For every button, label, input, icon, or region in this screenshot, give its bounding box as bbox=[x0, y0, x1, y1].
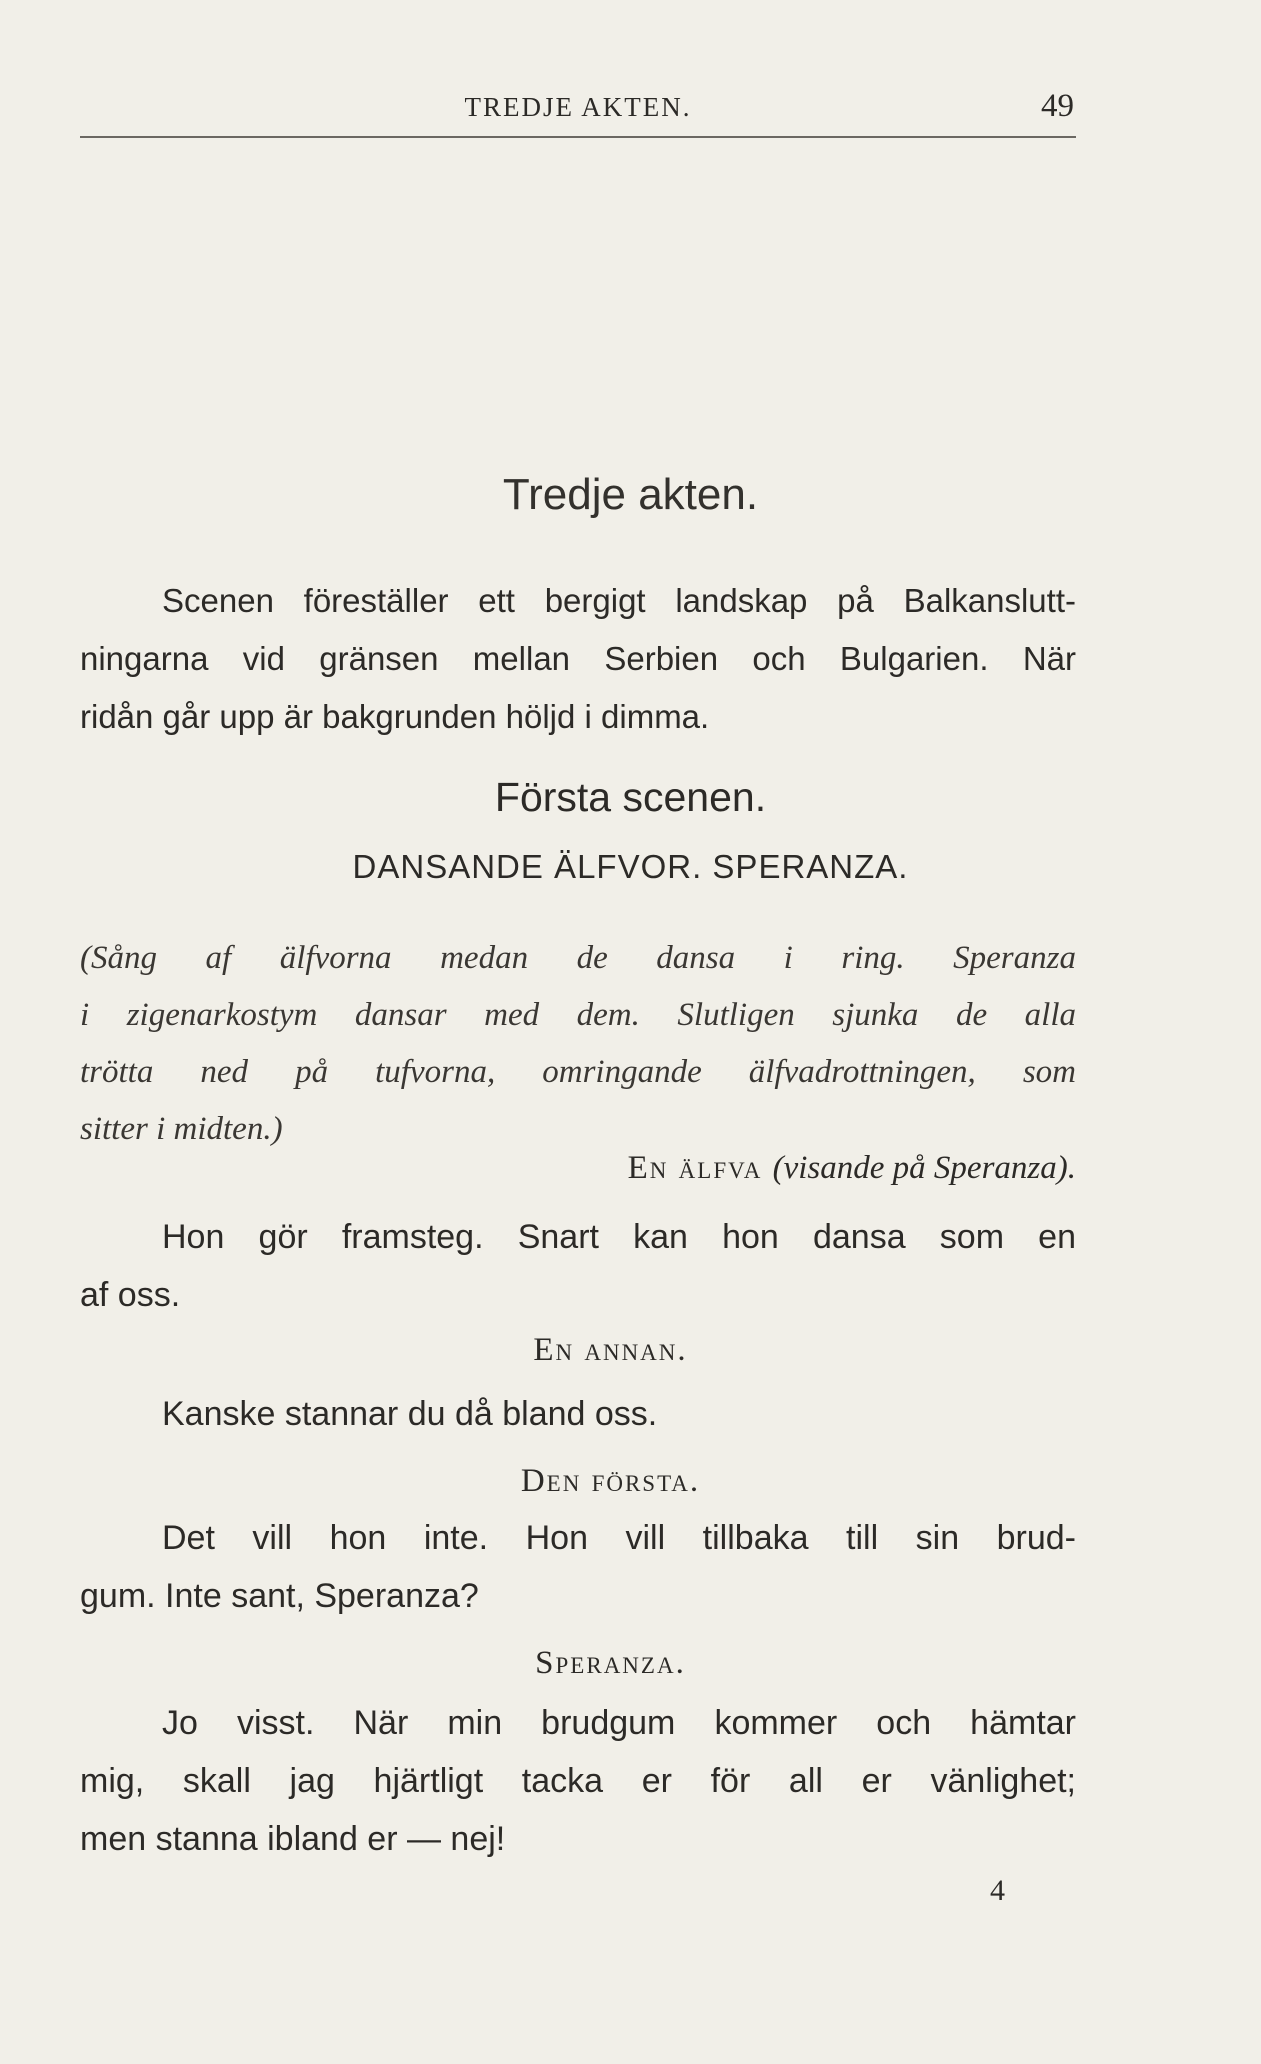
running-head-title: TREDJE AKTEN. bbox=[464, 92, 692, 122]
speech-line: Det vill hon inte. Hon vill tillbaka till sin brud- bbox=[162, 1519, 1076, 1557]
running-head bbox=[80, 88, 1076, 138]
speaker-name: En älfva bbox=[627, 1150, 763, 1186]
speaker-name: En annan. bbox=[533, 1332, 688, 1368]
speech-line: Kanske stannar du då bland oss. bbox=[162, 1395, 658, 1433]
scene-description-line: ningarna vid gränsen mellan Serbien och Bulgarien. När bbox=[80, 640, 1076, 677]
speech-line: gum. Inte sant, Speranza? bbox=[80, 1577, 479, 1615]
scene-cast: DANSANDE ÄLFVOR. SPERANZA. bbox=[352, 848, 909, 885]
speaker-name: Den första. bbox=[520, 1463, 701, 1499]
page-number: 49 bbox=[1041, 88, 1074, 124]
speaker-label bbox=[0, 1645, 1261, 1682]
speaker-aside: (visande på Speranza). bbox=[772, 1150, 1076, 1186]
speaker-label bbox=[300, 1150, 1076, 1187]
speaker-name: Speranza. bbox=[535, 1645, 686, 1681]
scene-description-line: ridån går upp är bakgrunden höljd i dimma. bbox=[80, 698, 710, 735]
speech-line: Jo visst. När min brudgum kommer och hämtar bbox=[162, 1704, 1076, 1742]
stage-direction-line: (Sång af älfvorna medan de dansa i ring. Speranza bbox=[80, 940, 1076, 976]
stage-direction-line: i zigenarkostym dansar med dem. Slutligen sjunka de alla bbox=[80, 997, 1076, 1033]
signature-mark: 4 bbox=[990, 1874, 1005, 1907]
speech-line: men stanna ibland er — nej! bbox=[80, 1820, 506, 1858]
stage-direction-line: sitter i midten.) bbox=[80, 1111, 283, 1147]
speech-line: Hon gör framsteg. Snart kan hon dansa som en bbox=[162, 1218, 1076, 1256]
scene-heading: Första scenen. bbox=[494, 774, 767, 820]
stage-direction-line: trötta ned på tufvorna, omringande älfvadrottningen, som bbox=[80, 1054, 1076, 1090]
speech bbox=[80, 1694, 1076, 1868]
speech bbox=[80, 1509, 1076, 1625]
act-title: Tredje akten. bbox=[502, 470, 759, 519]
speaker-label bbox=[0, 1463, 1261, 1500]
speech bbox=[80, 1208, 1076, 1324]
speech bbox=[80, 1385, 1076, 1443]
speech-line: mig, skall jag hjärtligt tacka er för all er vänlighet; bbox=[80, 1762, 1076, 1800]
scene-description bbox=[80, 572, 1076, 746]
speech-line: af oss. bbox=[80, 1276, 181, 1314]
stage-direction bbox=[80, 930, 1076, 1158]
scene-description-line: Scenen föreställer ett bergigt landskap på Balkanslutt- bbox=[162, 582, 1076, 619]
speaker-label bbox=[0, 1332, 1261, 1369]
